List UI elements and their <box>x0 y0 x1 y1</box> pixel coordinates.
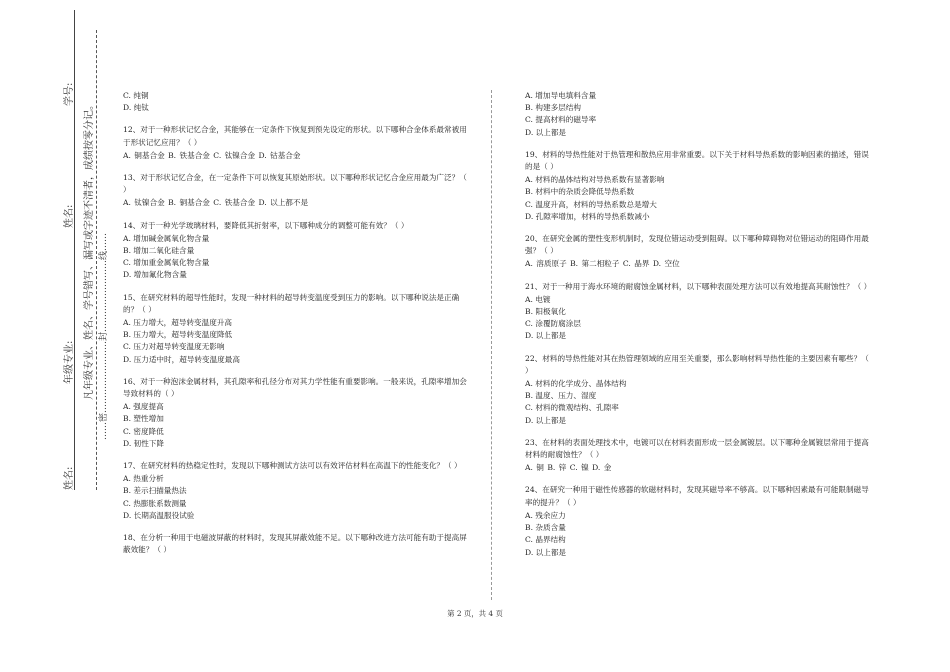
option: A. 残余应力 <box>525 510 566 520</box>
right-column <box>525 90 870 559</box>
option: D. 孔隙率增加，材料的导热系数减小 <box>525 211 650 221</box>
question-stem: 22、材料的导热性能对其在热管理领域的应用至关重要，那么影响材料导热性能的主要因素有哪些？（ ） <box>525 353 869 375</box>
question-12 <box>123 124 468 162</box>
option: D. 以上都是 <box>525 547 567 557</box>
question-stem: 18、在分析一种用于电磁波屏蔽的材料时，发现其屏蔽效能不足。以下哪种改进方法可能有助于提高屏蔽效能？（ ） <box>123 533 467 555</box>
grade-major-label: 年级专业: <box>64 340 75 384</box>
question-options: A. 铜 B. 锌 C. 镍 D. 金 <box>525 463 612 473</box>
option: C. 压力对超导转变温度无影响 <box>123 342 225 352</box>
option: A. 强度提高 <box>123 402 164 412</box>
option: B. 温度、压力、湿度 <box>525 391 597 401</box>
option: D. 长期高温服役试验 <box>123 510 195 520</box>
question-22 <box>525 353 870 427</box>
column-divider <box>491 90 492 600</box>
question-13 <box>123 172 468 210</box>
question-21 <box>525 281 870 343</box>
option: C. 增加重金属氧化物含量 <box>123 258 210 268</box>
question-stem: 19、材料的导热性能对于热管理和散热应用非常重要。以下关于材料导热系数的影响因素的描述，错误的是（ ） <box>525 149 869 172</box>
question-15 <box>123 292 468 366</box>
option: D. 以上都是 <box>525 331 567 341</box>
question-23 <box>525 437 870 475</box>
question-16 <box>123 376 468 450</box>
option: C. 晶界结构 <box>525 535 566 545</box>
question-options: A. 铜基合金 B. 铁基合金 C. 钛镍合金 D. 钴基合金 <box>123 150 301 160</box>
option: C. 热膨胀系数测量 <box>123 498 187 508</box>
page-number: 第 2 页，共 4 页 <box>447 609 503 618</box>
left-top-options <box>123 90 468 114</box>
binding-margin <box>0 0 120 672</box>
option: B. 杂质含量 <box>525 523 566 533</box>
option: A. 压力增大，超导转变温度升高 <box>123 318 233 328</box>
option: A. 材料的化学成分、晶体结构 <box>525 379 627 389</box>
school-label: 姓名: <box>64 466 75 490</box>
question-stem: 20、在研究金属的塑性变形机制时，发现位错运动受到阻碍。以下哪种障碍物对位错运动的阻碍作用最强？（ ） <box>525 234 869 256</box>
option: A. 材料的晶体结构对导热系数有显著影响 <box>525 175 665 185</box>
question-24 <box>525 484 870 558</box>
option: D. 以上都是 <box>525 127 567 137</box>
question-stem: 23、在材料的表面处理技术中，电镀可以在材料表面形成一层金属镀层。以下哪种金属镀层常用于提高材料的耐腐蚀性？（ ） <box>525 437 869 460</box>
option: C. 材料的微观结构、孔隙率 <box>525 403 619 413</box>
option: D. 压力适中时，超导转变温度最高 <box>123 354 240 364</box>
question-options: A. 溶质原子 B. 第二相粒子 C. 晶界 D. 空位 <box>525 259 680 269</box>
question-19 <box>525 149 870 223</box>
question-stem: 12、对于一种形状记忆合金，其能够在一定条件下恢复到预先设定的形状。以下哪种合金体系最常被用于形状记忆应用？（ ） <box>123 125 467 147</box>
question-20 <box>525 233 870 271</box>
option: D. 韧性下降 <box>123 438 165 448</box>
option: B. 差示扫描量热法 <box>123 486 187 496</box>
question-18 <box>123 532 468 556</box>
warning-text: 凡年级专业、姓名、学号错写、漏写或字迹不清者，成绩按零分记。 <box>84 100 95 400</box>
name-label: 姓名: <box>64 204 75 228</box>
question-stem: 14、对于一种光学玻璃材料，要降低其折射率，以下哪种成分的调整可能有效？（ ） <box>123 220 409 230</box>
option: A. 电镀 <box>525 294 551 304</box>
question-stem: 17、在研究材料的热稳定性时，发现以下哪种测试方法可以有效评估材料在高温下的性能变化？（ ） <box>123 461 462 471</box>
student-id-label: 学号: <box>64 82 75 106</box>
option: A. 热重分析 <box>123 474 164 484</box>
option: C. 涂覆防腐涂层 <box>525 319 581 329</box>
question-stem: 21、对于一种用于海水环境的耐腐蚀金属材料，以下哪种表面处理方法可以有效地提高其耐蚀性？（ ） <box>525 281 872 291</box>
right-top-options <box>525 90 870 139</box>
option: B. 构建多层结构 <box>525 103 581 113</box>
option: D. 增加氟化物含量 <box>123 270 187 280</box>
question-stem: 16、对于一种泡沫金属材料，其孔隙率和孔径分布对其力学性能有重要影响。一般来说，孔隙率增加会导致材料的（ ） <box>123 376 467 399</box>
option: B. 材料中的杂质会降低导热系数 <box>525 187 635 197</box>
option: A. 增加导电填料含量 <box>525 91 597 100</box>
question-14 <box>123 220 468 282</box>
question-stem: 15、在研究材料的超导性能时，发现一种材料的超导转变温度受到压力的影响。以下哪种说法是正确的？（ ） <box>123 292 460 314</box>
option: C. 温度升高，材料的导热系数总是增大 <box>525 199 657 209</box>
option: B. 塑性增加 <box>123 414 164 424</box>
question-17 <box>123 460 468 522</box>
option: D. 以上都是 <box>525 415 567 425</box>
question-stem: 24、在研究一种用于磁性传感器的软磁材料时，发现其磁导率不够高。以下哪种因素最有可能限制磁导率的提升？（ ） <box>525 485 869 507</box>
option: B. 增加二氧化硅含量 <box>123 246 195 256</box>
seal-line-text: ……密……………………封……………………线…… <box>99 232 109 440</box>
option: C. 纯铜 <box>123 91 149 100</box>
option: C. 密度降低 <box>123 426 164 436</box>
option: D. 纯钛 <box>123 103 149 113</box>
option: C. 提高材料的磁导率 <box>525 115 597 125</box>
option: B. 压力增大，超导转变温度降低 <box>123 330 233 340</box>
option: A. 增加碱金属氧化物含量 <box>123 233 210 243</box>
question-options: A. 钛镍合金 B. 铜基合金 C. 铁基合金 D. 以上都不是 <box>123 198 309 208</box>
question-stem: 13、对于形状记忆合金，在一定条件下可以恢复其原始形状。以下哪种形状记忆合金应用最为广泛？（ ） <box>123 173 467 195</box>
left-column <box>123 90 468 558</box>
option: B. 阳极氧化 <box>525 307 566 317</box>
